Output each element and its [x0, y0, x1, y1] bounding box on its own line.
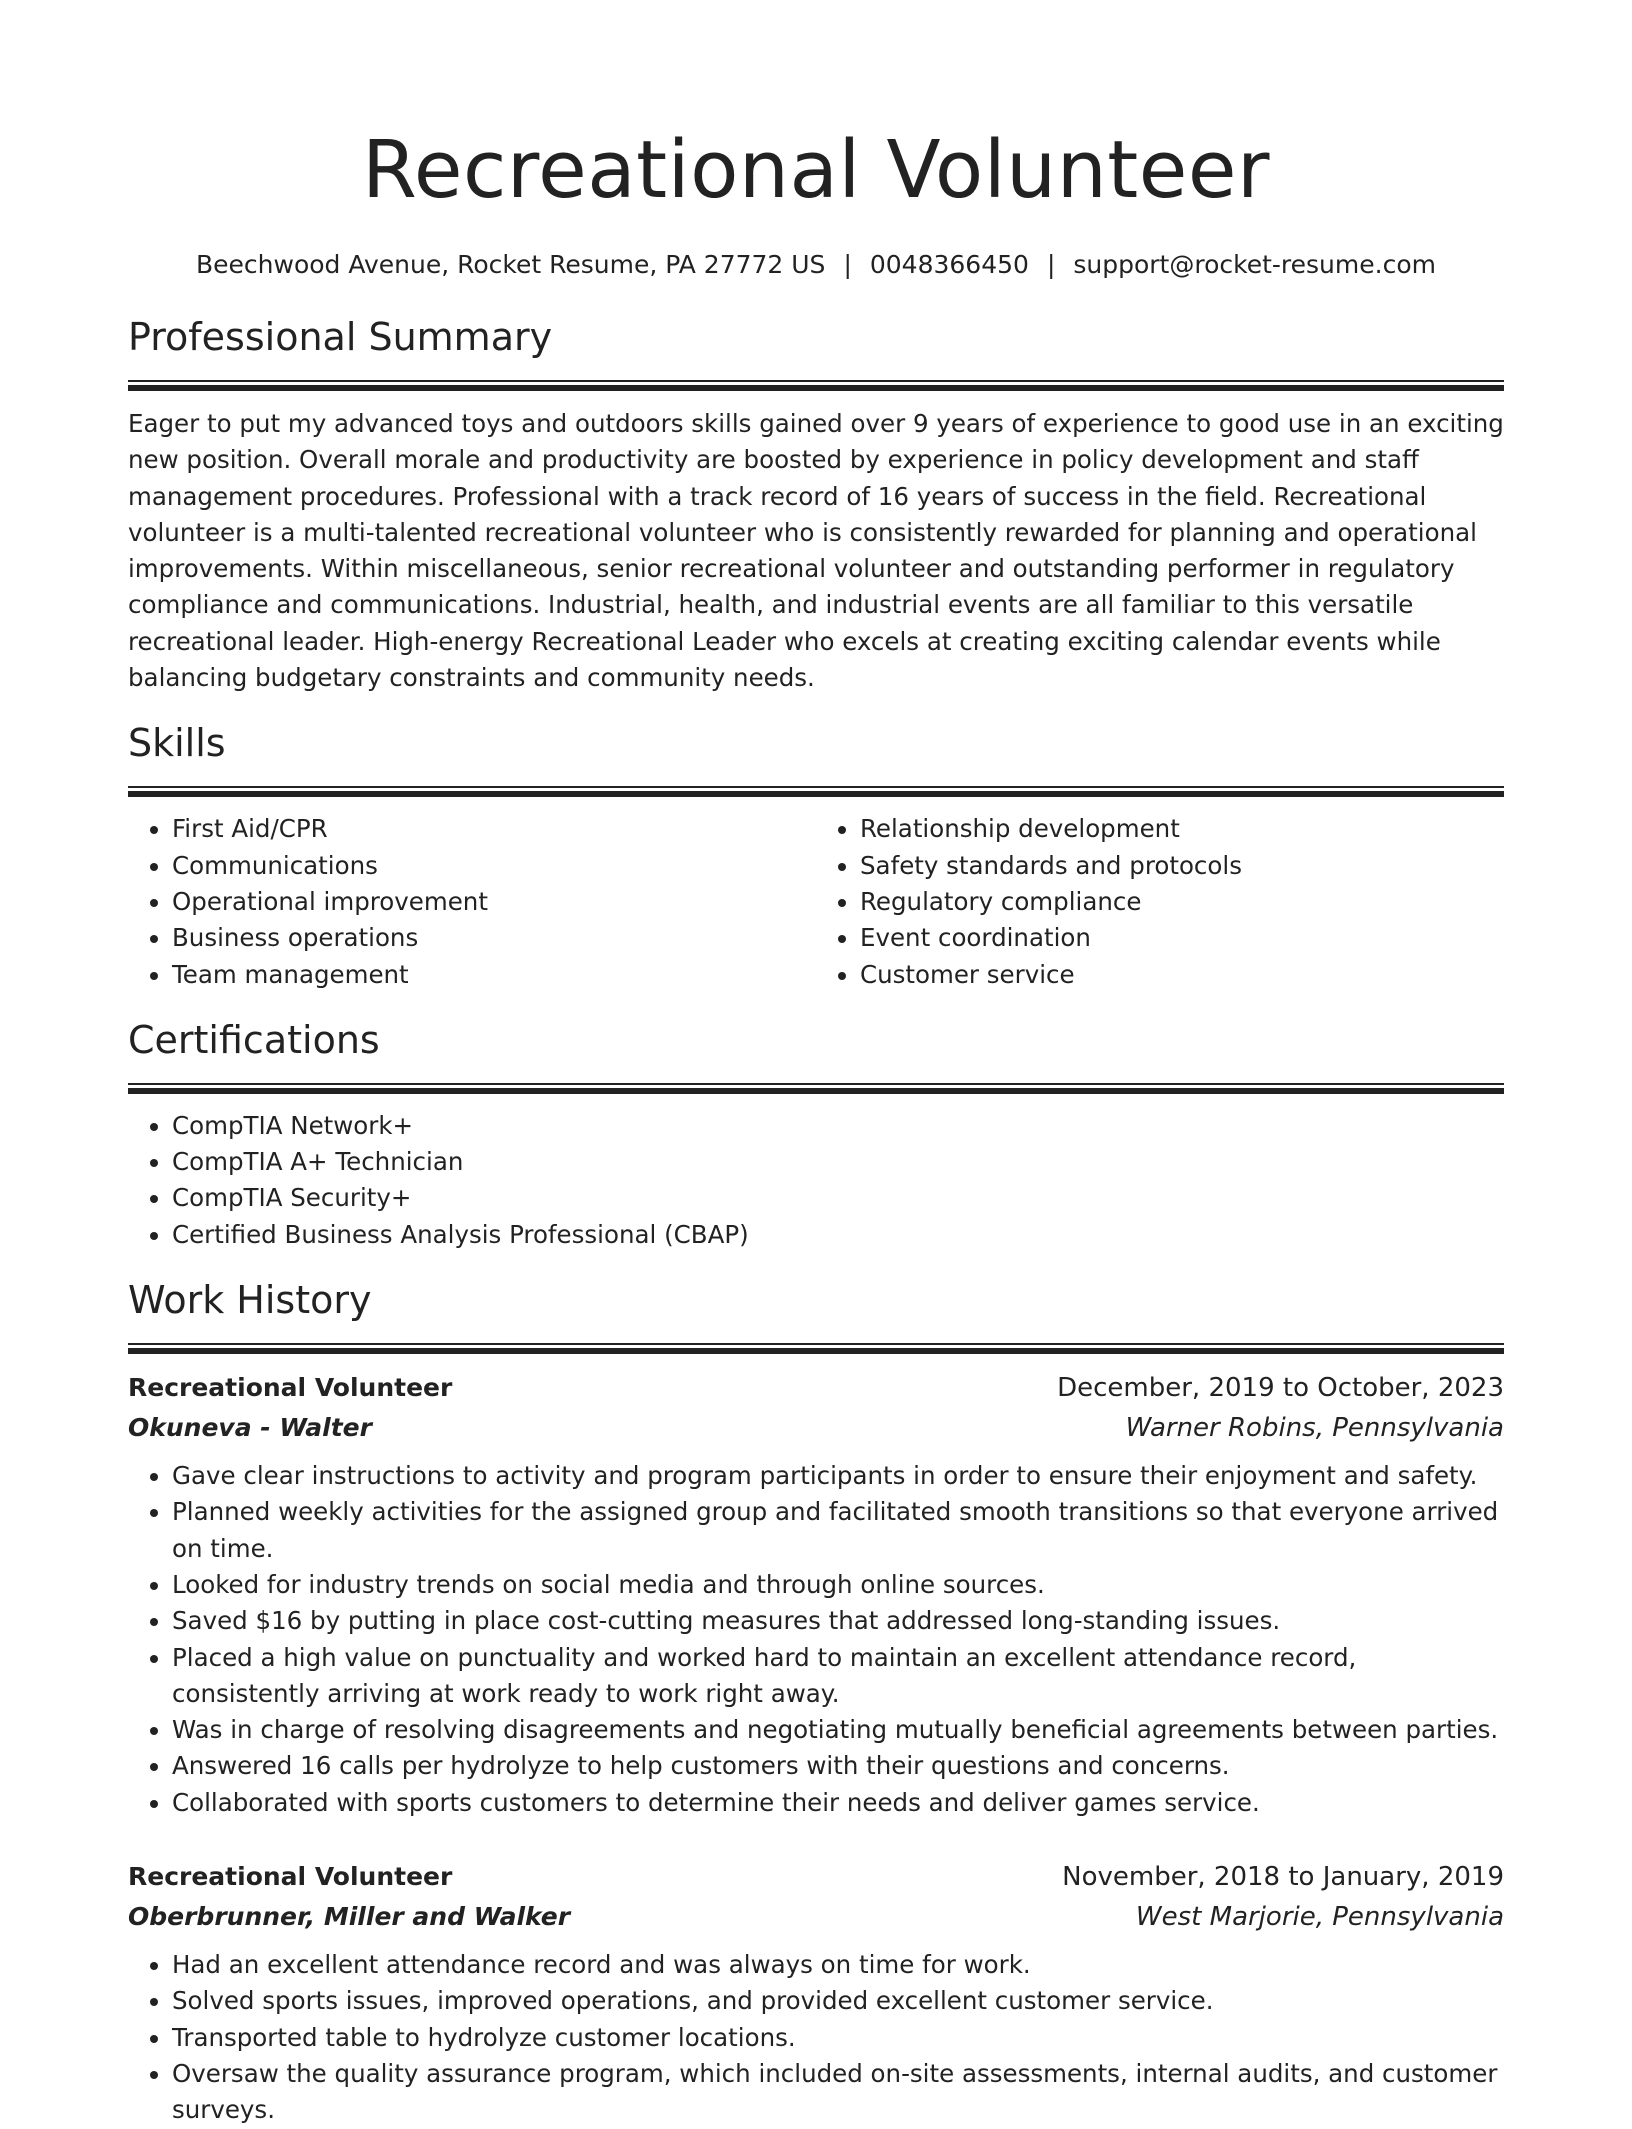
- job-bullet: • Collaborated with sports customers to determine their needs and deliver games service.: [172, 1785, 1504, 1821]
- skill-item: • Communications: [172, 848, 816, 884]
- skill-item: • Event coordination: [860, 920, 1504, 956]
- job-location: West Marjorie, Pennsylvania: [1135, 1902, 1504, 1933]
- job-entry: [128, 1857, 1504, 2128]
- skill-item: • Operational improvement: [172, 884, 816, 920]
- certification-item: • CompTIA A+ Technician: [172, 1144, 1504, 1180]
- job-location: Warner Robins, Pennsylvania: [1125, 1413, 1504, 1444]
- job-bullet: • Oversaw the quality assurance program, which included on-site assessments, internal audits, and customer surveys.: [172, 2056, 1504, 2129]
- section-divider: [128, 1083, 1504, 1094]
- section-title-summary: Professional Summary: [128, 315, 553, 359]
- skills-list-right: [816, 811, 1504, 992]
- job-header: [128, 1368, 1504, 1408]
- skill-item: • Team management: [172, 957, 816, 993]
- section-title-work-history: Work History: [128, 1278, 372, 1323]
- job-bullet: • Transported table to hydrolyze customer locations.: [172, 2020, 1504, 2056]
- job-title: Recreational Volunteer: [128, 1373, 453, 1403]
- section-divider: [128, 786, 1504, 797]
- skill-item: • Regulatory compliance: [860, 884, 1504, 920]
- certifications-list: [128, 1108, 1504, 1253]
- job-bullet: • Planned weekly activities for the assigned group and facilitated smooth transitions so that everyone arrived on time.: [172, 1494, 1504, 1567]
- job-bullets: [128, 1947, 1504, 2128]
- resume-name: Recreational Volunteer: [362, 124, 1270, 216]
- section-divider: [128, 380, 1504, 391]
- job-bullets: [128, 1458, 1504, 1821]
- contact-separator: |: [1046, 250, 1056, 279]
- certification-item: • Certified Business Analysis Professional (CBAP): [172, 1217, 1504, 1253]
- contact-phone: 0048366450: [869, 250, 1029, 279]
- section-divider: [128, 1343, 1504, 1354]
- job-header: [128, 1857, 1504, 1897]
- job-bullet: • Had an excellent attendance record and was always on time for work.: [172, 1947, 1504, 1983]
- section-title-certifications: Certifications: [128, 1017, 380, 1062]
- job-bullet: • Saved $16 by putting in place cost-cutting measures that addressed long-standing issues.: [172, 1603, 1504, 1639]
- skill-item: • Business operations: [172, 920, 816, 956]
- work-history-section: [128, 1275, 1504, 2128]
- job-bullet: • Answered 16 calls per hydrolyze to help customers with their questions and concerns.: [172, 1748, 1504, 1784]
- summary-text: Eager to put my advanced toys and outdoors skills gained over 9 years of experience to good use in an exciting new position. Overall morale and productivity are boosted by experience in policy development and staff management procedures. Professional with a track record of 16 years of success in the field. Recreational volunteer is a multi-talented recreational volunteer who is consistently rewarded for planning and operational improvements. Within miscellaneous, senior recreational volunteer and outstanding performer in regulatory compliance and communications. Industrial, health, and industrial events are all familiar to this versatile recreational leader. High-energy Recreational Leader who excels at creating exciting calendar events while balancing budgetary constraints and community needs.: [128, 409, 1504, 693]
- job-subheader: [128, 1408, 1504, 1448]
- contact-separator: |: [843, 250, 852, 279]
- skill-item: • Customer service: [860, 957, 1504, 993]
- job-bullet: • Was in charge of resolving disagreements and negotiating mutually beneficial agreements between parties.: [172, 1712, 1504, 1748]
- job-subheader: [128, 1897, 1504, 1937]
- job-dates: December, 2019 to October, 2023: [1057, 1373, 1504, 1404]
- job-bullet: • Placed a high value on punctuality and worked hard to maintain an excellent attendance record, consistently arriving at work ready to work right away.: [172, 1640, 1504, 1713]
- job-entry: [128, 1368, 1504, 1821]
- skill-item: • Relationship development: [860, 811, 1504, 847]
- summary-section: [128, 312, 1504, 696]
- job-company: Oberbrunner, Miller and Walker: [128, 1902, 571, 1932]
- job-bullet: • Gave clear instructions to activity and program participants in order to ensure their enjoyment and safety.: [172, 1458, 1504, 1494]
- job-company: Okuneva - Walter: [128, 1413, 372, 1443]
- job-bullet: • Looked for industry trends on social media and through online sources.: [172, 1567, 1504, 1603]
- certification-item: • CompTIA Network+: [172, 1108, 1504, 1144]
- job-title: Recreational Volunteer: [128, 1862, 453, 1892]
- job-bullet: • Solved sports issues, improved operations, and provided excellent customer service.: [172, 1983, 1504, 2019]
- skills-list-left: [128, 811, 816, 992]
- contact-line: [128, 248, 1504, 282]
- skills-section: [128, 718, 1504, 992]
- skill-item: • First Aid/CPR: [172, 811, 816, 847]
- certifications-section: [128, 1015, 1504, 1253]
- skills-grid: [128, 811, 1504, 992]
- certification-item: • CompTIA Security+: [172, 1180, 1504, 1216]
- job-dates: November, 2018 to January, 2019: [1062, 1862, 1504, 1893]
- skill-item: • Safety standards and protocols: [860, 848, 1504, 884]
- contact-address: Beechwood Avenue, Rocket Resume, PA 27772 US: [196, 250, 826, 279]
- section-title-skills: Skills: [128, 721, 226, 766]
- contact-email: support@rocket-resume.com: [1073, 250, 1436, 279]
